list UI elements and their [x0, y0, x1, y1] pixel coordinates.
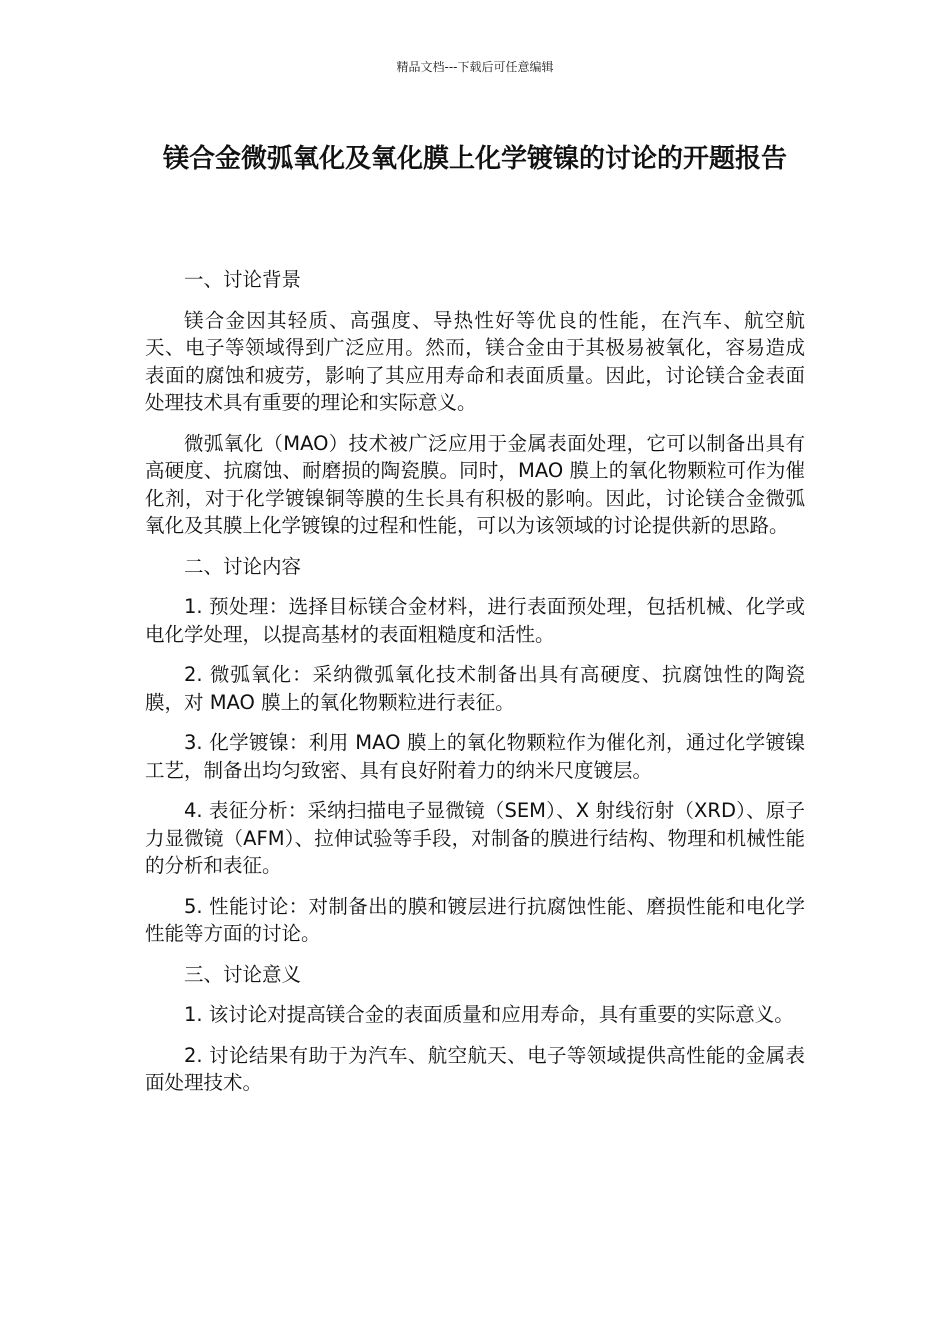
list-item: 5. 性能讨论：对制备出的膜和镀层进行抗腐蚀性能、磨损性能和电化学性能等方面的讨论。 [145, 894, 805, 945]
paragraph: 微弧氧化（MAO）技术被广泛应用于金属表面处理，它可以制备出具有高硬度、抗腐蚀、耐磨损的陶瓷膜。同时，MAO 膜上的氧化物颗粒可作为催化剂，对于化学镀镍铜等膜的生长具有积极的影响。因此，讨论镁合金微弧氧化及其膜上化学镀镍的过程和性能，可以为该领域的讨论提供新的思路。 [145, 431, 805, 537]
list-item: 2. 讨论结果有助于为汽车、航空航天、电子等领域提供高性能的金属表面处理技术。 [145, 1043, 805, 1094]
list-item: 3. 化学镀镍：利用 MAO 膜上的氧化物颗粒作为催化剂，通过化学镀镍工艺，制备出均匀致密、具有良好附着力的纳米尺度镀层。 [145, 731, 805, 782]
list-item: 1. 该讨论对提高镁合金的表面质量和应用寿命，具有重要的实际意义。 [184, 1003, 794, 1026]
header-note: 精品文档---下载后可任意编辑 [396, 60, 554, 74]
paragraph: 镁合金因其轻质、高强度、导热性好等优良的性能，在汽车、航空航天、电子等领域得到广泛应用。然而，镁合金由于其极易被氧化，容易造成表面的腐蚀和疲劳，影响了其应用寿命和表面质量。因此，讨论镁合金表面处理技术具有重要的理论和实际意义。 [145, 308, 805, 414]
list-item: 1. 预处理：选择目标镁合金材料，进行表面预处理，包括机械、化学或电化学处理，以提高基材的表面粗糙度和活性。 [145, 595, 805, 646]
section-heading-background: 一、讨论背景 [184, 268, 302, 291]
list-item: 4. 表征分析：采纳扫描电子显微镜（SEM）、X 射线衍射（XRD）、原子力显微镜（AFM）、拉伸试验等手段，对制备的膜进行结构、物理和机械性能的分析和表征。 [145, 799, 805, 877]
list-item: 2. 微弧氧化：采纳微弧氧化技术制备出具有高硬度、抗腐蚀性的陶瓷膜，对 MAO 膜上的氧化物颗粒进行表征。 [145, 663, 805, 714]
document-body [145, 266, 805, 1110]
section-heading-content: 二、讨论内容 [184, 554, 302, 578]
document-title: 镁合金微弧氧化及氧化膜上化学镀镍的讨论的开题报告 [162, 144, 787, 174]
section-heading-significance: 三、讨论意义 [184, 962, 302, 986]
